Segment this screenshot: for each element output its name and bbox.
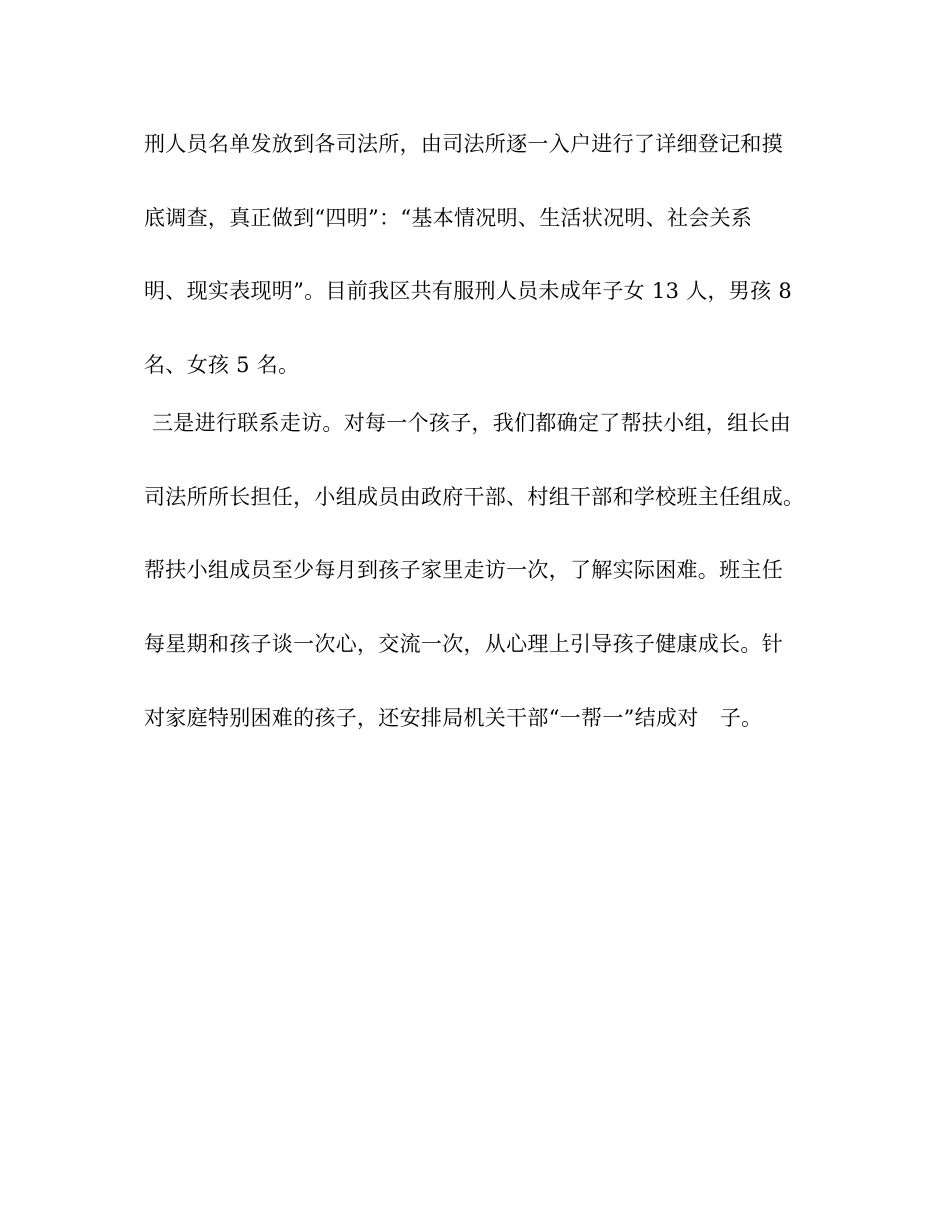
paragraph-line: 帮扶小组成员至少每月到孩子家里走访一次，了解实际困难。班主任 <box>144 558 783 582</box>
paragraph-line: 司法所所长担任，小组成员由政府干部、村组干部和学校班主任组成。 <box>144 485 805 509</box>
paragraph-line: 明、现实表现明”。目前我区共有服刑人员未成年子女 13 人，男孩 8 <box>144 279 793 303</box>
paragraph-line: 名、女孩 5 名。 <box>144 353 300 377</box>
paragraph-line: 刑人员名单发放到各司法所，由司法所逐一入户进行了详细登记和摸 <box>144 132 783 156</box>
paragraph-line: 底调查，真正做到“四明”：“基本情况明、生活状况明、社会关系 <box>144 206 753 230</box>
paragraph-line: 对家庭特别困难的孩子，还安排局机关干部“一帮一”结成对 子。 <box>144 706 763 730</box>
paragraph-line: 每星期和孩子谈一次心，交流一次，从心理上引导孩子健康成长。针 <box>144 632 783 656</box>
paragraph-line: 三是进行联系走访。对每一个孩子，我们都确定了帮扶小组，组长由 <box>152 411 791 435</box>
